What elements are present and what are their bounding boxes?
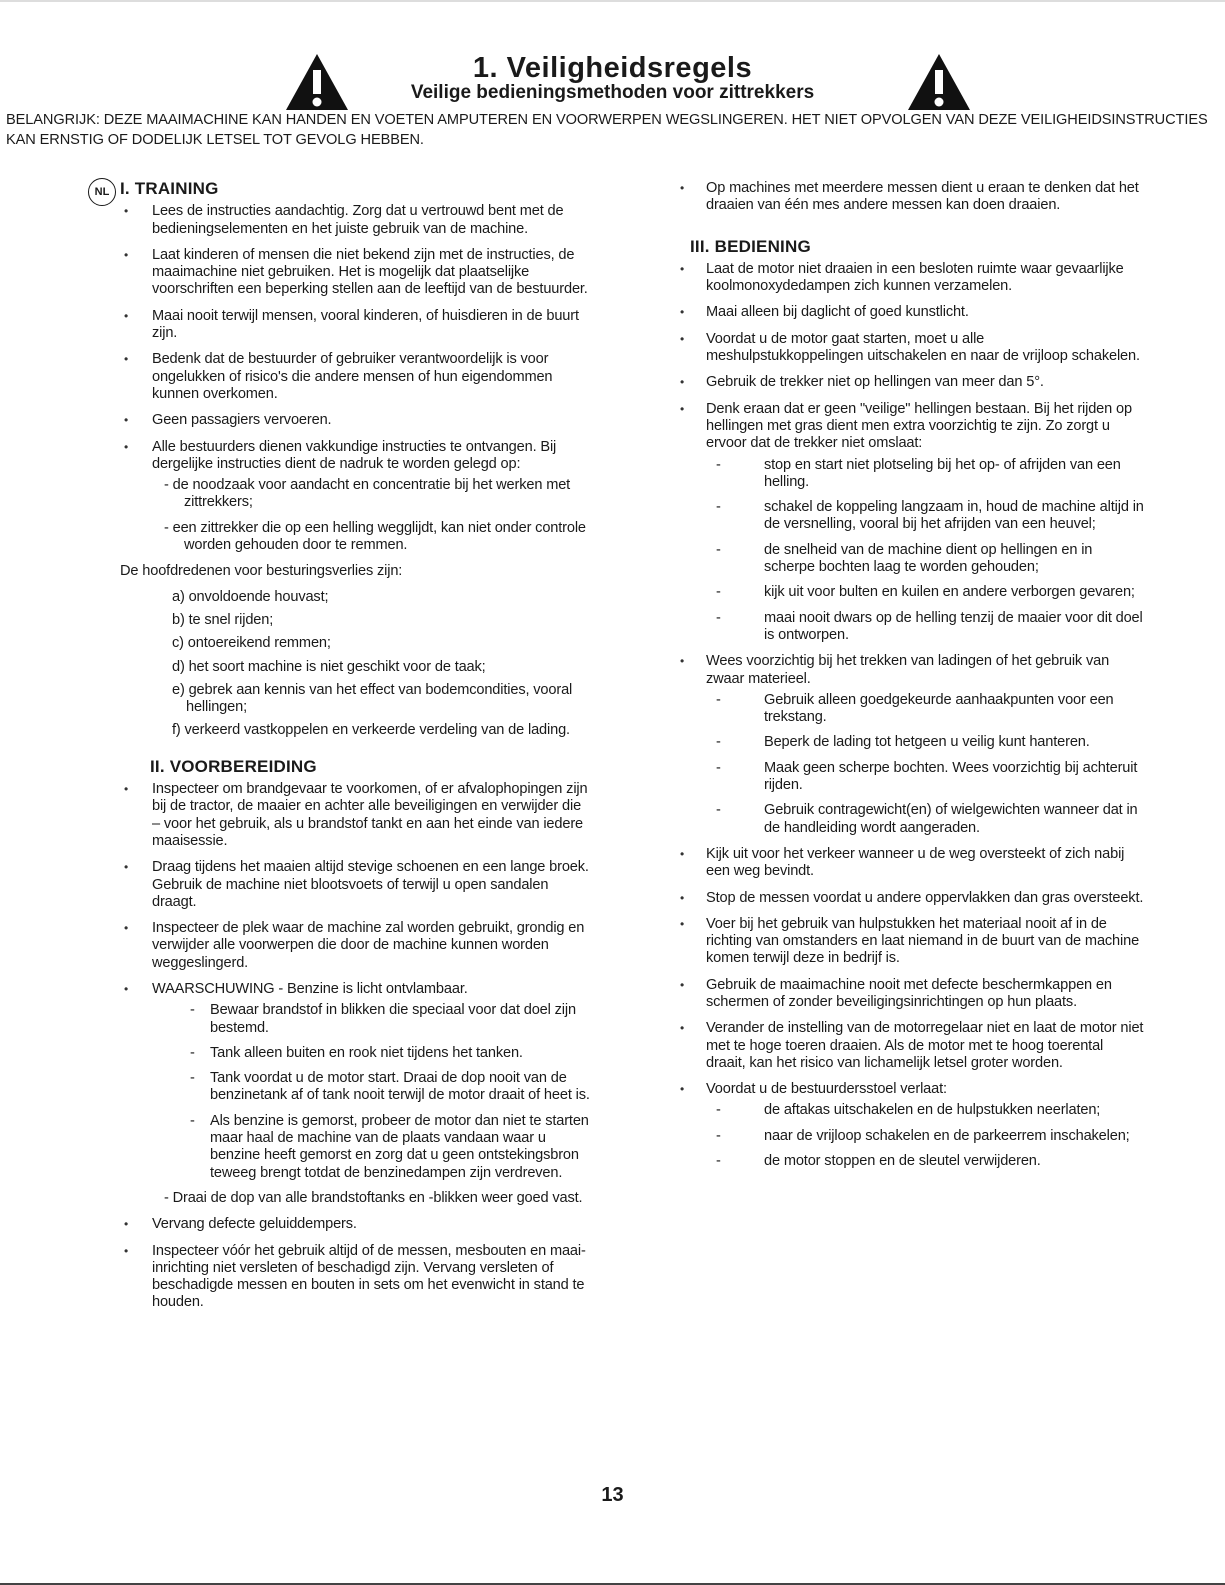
top-rule (0, 0, 1225, 2)
list-item-text: Alle bestuurders dienen vakkundige instructies te ontvangen. Bij dergelijke instructies dient de nadruk te worden gelegd op: (152, 438, 557, 472)
right-top-list (676, 180, 1144, 215)
list-item: e) gebrek aan kennis van het effect van bodemcondities, vooral hellingen; (172, 681, 573, 716)
sub-item: - Gebruik contragewicht(en) of wielgewichten wanneer dat in de handleiding wordt aangeraden. (716, 802, 1138, 836)
list-item-text: Denk eraan dat er geen "veilige" hellingen bestaan. Bij het rijden op hellingen met gras dient men extra voorzichtig te zijn. Zo zorgt u ervoor dat de trekker niet omslaat: (706, 400, 1132, 452)
list-item: • Inspecteer vóór het gebruik altijd of de messen, mesbouten en maai-inrichting niet versleten of beschadigd zijn. Vervang versleten of beschadigde messen en bouten in sets om het evenwicht in stand te houden. (120, 1243, 590, 1312)
left-column (120, 180, 590, 1321)
language-badge: NL (88, 178, 116, 206)
training-list (120, 203, 590, 554)
page-title: 1. Veiligheidsregels (472, 52, 753, 84)
list-item: b) te snel rijden; (172, 611, 274, 628)
sub-item: - een zittrekker die op een helling wegglijdt, kan niet onder controle worden gehouden door te remmen. (164, 519, 586, 554)
list-item (120, 981, 590, 1207)
list-item: • Vervang defecte geluiddempers. (120, 1216, 590, 1233)
list-item: • Voordat u de motor gaat starten, moet u alle meshulpstukkoppelingen uitschakelen en naar de vrijloop schakelen. (676, 331, 1144, 366)
sub-item: - kijk uit voor bulten en kuilen en andere verborgen gevaren; (716, 584, 1135, 601)
list-item (676, 653, 1144, 837)
list-item: • Gebruik de maaimachine nooit met defecte beschermkappen en schermen of zonder beveiligingsinrichtingen op hun plaats. (676, 977, 1144, 1012)
section-heading-voorbereiding: II. VOORBEREIDING (150, 756, 317, 776)
sub-item: - de snelheid van de machine dient op hellingen en in scherpe bochten laag te worden gehouden; (716, 541, 1093, 576)
causes-intro: De hoofdredenen voor besturingsverlies zijn: (120, 563, 403, 580)
list-item-text: Wees voorzichtig bij het trekken van ladingen of het gebruik van zwaar materieel. (706, 653, 1110, 687)
sub-item: - de aftakas uitschakelen en de hulpstukken neerlaten; (716, 1102, 1101, 1119)
page-subtitle: Veilige bedieningsmethoden voor zittrekkers (410, 82, 815, 103)
sub-item: - Tank voordat u de motor start. Draai de dop nooit van de benzinetank af of tank nooit terwijl de motor draait of heet is. (190, 1070, 590, 1104)
list-item (676, 401, 1144, 645)
list-item: • Inspecteer om brandgevaar te voorkomen, of er afvalophopingen zijn bij de tractor, de maaier en achter alle beveiligingen en verwijder die – voor het gebruik, als u brandstof tankt en aan het einde van iedere maaisessie. (120, 781, 590, 850)
voorbereiding-list (120, 781, 590, 1312)
list-item: • Voer bij het gebruik van hulpstukken het materiaal nooit af in de richting van omstanders en laat niemand in de buurt van de machine komen terwijl deze in bedrijf is. (676, 916, 1144, 968)
list-item: • Bedenk dat de bestuurder of gebruiker verantwoordelijk is voor ongelukken of risico's die andere mensen of hun eigendommen kunnen overkomen. (120, 351, 590, 403)
bediening-list (676, 261, 1144, 1170)
list-item-text: Voordat u de bestuurdersstoel verlaat: (706, 1081, 947, 1098)
sub-item: - Gebruik alleen goedgekeurde aanhaakpunten voor een trekstang. (716, 691, 1114, 726)
list-item: • Geen passagiers vervoeren. (120, 412, 590, 429)
page-number: 13 (601, 1484, 624, 1506)
sub-item: - stop en start niet plotseling bij het op- of afrijden van een helling. (716, 456, 1121, 490)
list-item (676, 1081, 1144, 1170)
list-item: c) ontoereikend remmen; (172, 635, 331, 652)
list-item: f) verkeerd vastkoppelen en verkeerde verdeling van de lading. (172, 722, 570, 739)
list-item (120, 439, 590, 555)
list-item: • Op machines met meerdere messen dient u eraan te denken dat het draaien van één mes andere messen kan doen draaien. (676, 180, 1144, 215)
sub-item: - Draai de dop van alle brandstoftanks en -blikken weer goed vast. (164, 1189, 583, 1206)
list-item: • Maai nooit terwijl mensen, vooral kinderen, of huisdieren in de buurt zijn. (120, 308, 590, 343)
section-heading-bediening: III. BEDIENING (690, 236, 811, 256)
section-heading-training: I. TRAINING (120, 179, 219, 198)
list-item: • Lees de instructies aandachtig. Zorg dat u vertrouwd bent met de bedieningselementen en het juiste gebruik van de machine. (120, 203, 590, 238)
important-notice: BELANGRIJK: DEZE MAAIMACHINE KAN HANDEN EN VOETEN AMPUTEREN EN VOORWERPEN WEGSLINGEREN. HET NIET OPVOLGEN VAN DEZE VEILIGHEIDSINSTRUCTIES KAN ERNSTIG OF DODELIJK LETSEL TOT GEVOLG HEBBEN. (6, 112, 1208, 148)
sub-item: - schakel de koppeling langzaam in, houd de machine altijd in de versnelling, vooral bij het afrijden van een heuvel; (716, 499, 1144, 533)
list-item: • Gebruik de trekker niet op hellingen van meer dan 5°. (676, 374, 1144, 391)
list-item: • Maai alleen bij daglicht of goed kunstlicht. (676, 304, 1144, 321)
list-item: • Laat de motor niet draaien in een besloten ruimte waar gevaarlijke koolmonoxydedampen zich kunnen verzamelen. (676, 261, 1144, 296)
list-item: • Kijk uit voor het verkeer wanneer u de weg oversteekt of zich nabij een weg bevindt. (676, 846, 1144, 881)
right-column (676, 180, 1144, 1179)
sub-item: - Maak geen scherpe bochten. Wees voorzichtig bij achteruit rijden. (716, 759, 1138, 794)
sub-item: - Tank alleen buiten en rook niet tijdens het tanken. (190, 1044, 523, 1061)
sub-item: - Als benzine is gemorst, probeer de motor dan niet te starten maar haal de machine van de plaats vandaan waar u benzine heeft gemorst en zorg dat u geen ontstekingsbron teweeg brengt totdat de benzinedampen zijn verdreven. (190, 1112, 589, 1181)
list-item: • Verander de instelling van de motorregelaar niet en laat de motor niet met te hoge toeren draaien. Als de motor met te hoog toerental draait, kan het risico van lichamelijk letsel groter worden. (676, 1020, 1144, 1072)
sub-item: - Bewaar brandstof in blikken die speciaal voor dat doel zijn bestemd. (190, 1002, 576, 1036)
list-item: • Stop de messen voordat u andere oppervlakken dan gras oversteekt. (676, 890, 1144, 907)
sub-item: - maai nooit dwars op de helling tenzij de maaier voor dit doel is ontworpen. (716, 609, 1143, 643)
list-item: • Draag tijdens het maaien altijd stevige schoenen en een lange broek. Gebruik de machine niet blootsvoets of terwijl u open sandalen draagt. (120, 859, 590, 911)
sub-item: - de motor stoppen en de sleutel verwijderen. (716, 1153, 1041, 1170)
sub-item: - Beperk de lading tot hetgeen u veilig kunt hanteren. (716, 734, 1090, 751)
sub-item: - naar de vrijloop schakelen en de parkeerrem inschakelen; (716, 1127, 1130, 1144)
list-item-text: WAARSCHUWING - Benzine is licht ontvlambaar. (152, 980, 468, 997)
list-item: a) onvoldoende houvast; (172, 588, 329, 605)
list-item: • Inspecteer de plek waar de machine zal worden gebruikt, grondig en verwijder alle voorwerpen die door de machine kunnen worden weggeslingerd. (120, 920, 590, 972)
causes-list (120, 589, 590, 740)
list-item: d) het soort machine is niet geschikt voor de taak; (172, 658, 486, 675)
sub-item: - de noodzaak voor aandacht en concentratie bij het werken met zittrekkers; (164, 477, 571, 511)
list-item: • Laat kinderen of mensen die niet bekend zijn met de instructies, de maaimachine niet gebruiken. Het is mogelijk dat plaatselijke voorschriften een beperking stellen aan de leeftijd van de bestuurder. (120, 247, 590, 299)
